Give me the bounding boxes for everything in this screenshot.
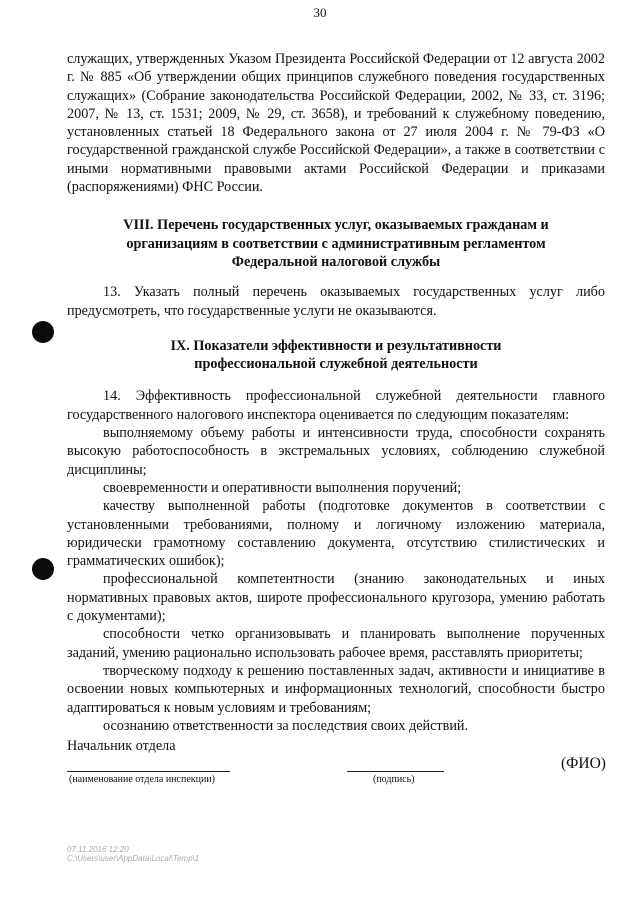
criterion-workload: выполняемому объему работы и интенсивности труда, способности сохранять высокую работоспособность в экстремальных условиях, соблюдению служебной дисциплины; — [67, 425, 605, 478]
punch-hole-top — [32, 321, 54, 343]
paragraph-13: 13. Указать полный перечень оказываемых государственных услуг либо предусмотреть, что государственные услуги не оказываются. — [67, 284, 605, 319]
section-8-heading-line-2: организациям в соответствии с административным регламентом — [126, 235, 546, 252]
criterion-responsibility: осознанию ответственности за последствия своих действий. — [103, 717, 469, 734]
section-8-heading-line-3: Федеральной налоговой службы — [231, 253, 441, 270]
section-8-heading — [67, 216, 605, 271]
intro-paragraph: служащих, утвержденных Указом Президента Российской Федерации от 12 августа 2002 г. № 885 «Об утверждении общих принципов служебного поведения государственных служащих» (Собрание законодательства Российской Федерации, 2002, № 33, ст. 3196; 2007, № 13, ст. 1531; 2009, № 29, ст. 3658), и требований к служебному поведению, установленных статьей 18 Федерального закона от 27 июля 2004 г. № 79-ФЗ «О государственной гражданской службе Российской Федерации», а также в соответствии с иными нормативными правовыми актами Российской Федерации и приказами (распоряжениями) ФНС России. — [67, 51, 605, 196]
section-8-heading-line-1: VIII. Перечень государственных услуг, оказываемых гражданам и — [123, 217, 549, 234]
paragraph-14: 14. Эффективность профессиональной служебной деятельности главного государственного налогового инспектора оценивается по следующим показателям: — [67, 388, 605, 423]
department-name-line — [67, 771, 230, 772]
section-9-heading — [67, 337, 605, 374]
section-9-heading-line-2: профессиональной служебной деятельности — [194, 356, 478, 373]
fio-label: (ФИО) — [561, 755, 606, 772]
punch-hole-bottom — [32, 558, 54, 580]
document-body — [67, 50, 605, 735]
chief-label: Начальник отдела — [67, 738, 176, 754]
page-number: 30 — [313, 5, 327, 20]
footer-timestamp: 07.11.2016 12:20 — [67, 845, 129, 854]
footer-file-path: C:\Users\user\AppData\Local\Temp\1 — [67, 854, 200, 863]
signature-line — [347, 771, 444, 772]
criterion-competence: профессиональной компетентности (знанию законодательных и иных нормативных правовых актов, широте профессионального кругозора, умению работать с документами); — [67, 571, 605, 625]
signature-caption: (подпись) — [373, 774, 415, 785]
footer-stamp — [67, 845, 199, 863]
criterion-quality: качеству выполненной работы (подготовке документов в соответствии с установленными требованиями, полному и логичному изложению материала, юридически грамотному составлению документа, отсутствию стилистических и грамматических ошибок); — [67, 498, 605, 570]
criterion-organization: способности четко организовывать и планировать выполнение порученных заданий, умению рационально использовать рабочее время, расставлять приоритеты; — [67, 626, 605, 661]
criterion-timeliness: своевременности и оперативности выполнения поручений; — [103, 479, 462, 496]
criterion-creativity: творческому подходу к решению поставленных задач, активности и инициативе в освоении новых компьютерных и информационных технологий, способности быстро адаптироваться к новым условиям и требованиям; — [67, 662, 605, 716]
section-9-heading-line-1: IX. Показатели эффективности и результативности — [170, 337, 502, 354]
department-caption: (наименование отдела инспекции) — [69, 774, 215, 785]
